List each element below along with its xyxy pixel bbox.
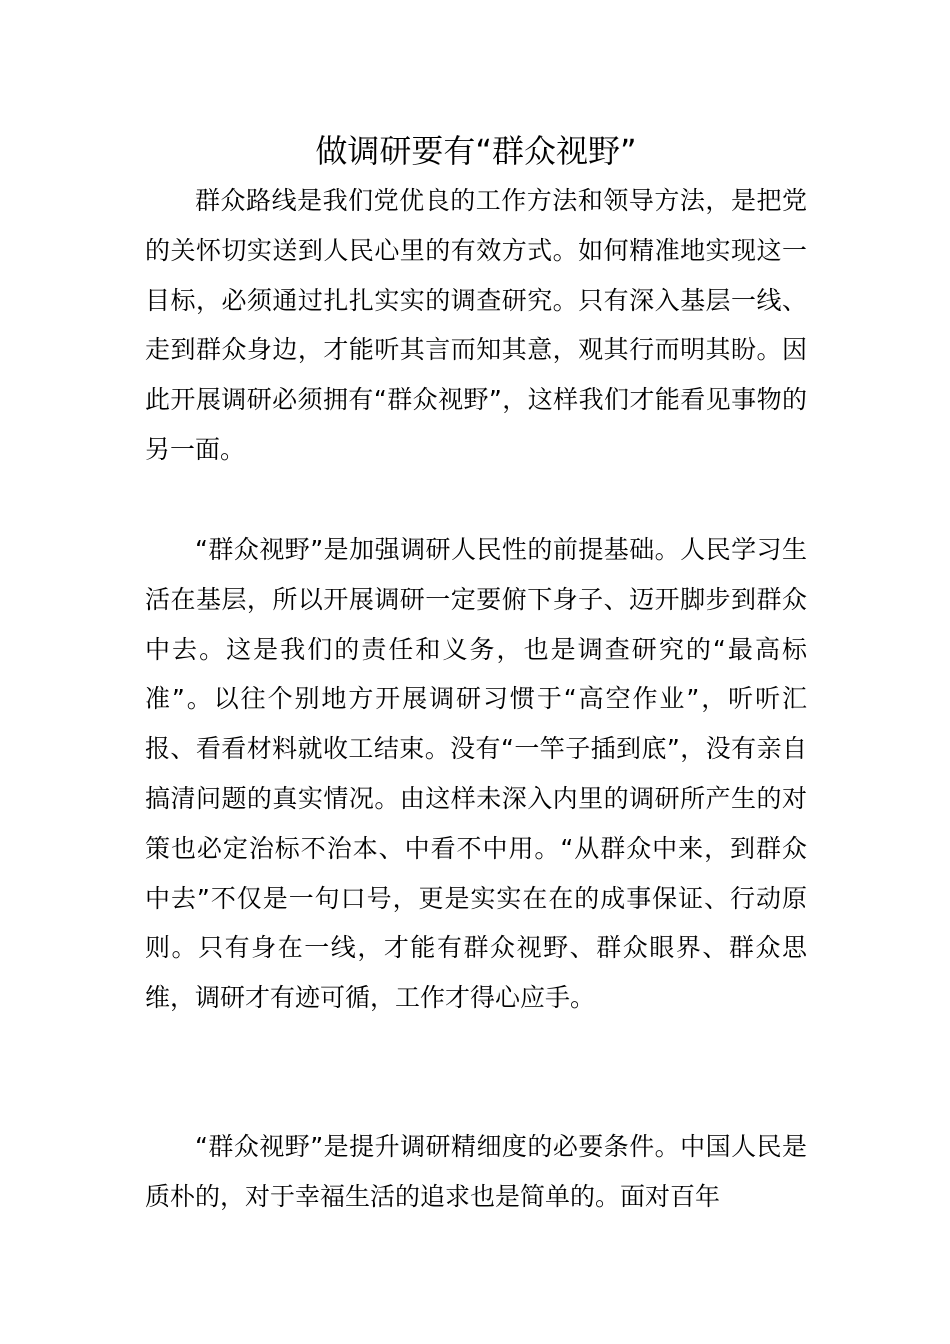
paragraph-3: “群众视野”是提升调研精细度的必要条件。中国人民是质朴的，对于幸福生活的追求也是简单的。面对百年	[145, 1132, 807, 1211]
document-title: 做调研要有“群众视野”	[315, 132, 637, 170]
paragraph-2: “群众视野”是加强调研人民性的前提基础。人民学习生活在基层，所以开展调研一定要俯下身子、迈开脚步到群众中去。这是我们的责任和义务，也是调查研究的“最高标准”。以往个别地方开展调研习惯于“高空作业”，听听汇报、看看材料就收工结束。没有“一竿子插到底”，没有亲自搞清问题的真实情况。由这样未深入内里的调研所产生的对策也必定治标不治本、中看不中用。“从群众中来，到群众中去”不仅是一句口号，更是实实在在的成事保证、行动原则。只有身在一线，才能有群众视野、群众眼界、群众思维，调研才有迹可循，工作才得心应手。	[145, 535, 807, 1013]
paragraph-1: 群众路线是我们党优良的工作方法和领导方法，是把党的关怀切实送到人民心里的有效方式。如何精准地实现这一目标，必须通过扎扎实实的调查研究。只有深入基层一线、走到群众身边，才能听其言而知其意，观其行而明其盼。因此开展调研必须拥有“群众视野”，这样我们才能看见事物的另一面。	[145, 186, 807, 464]
